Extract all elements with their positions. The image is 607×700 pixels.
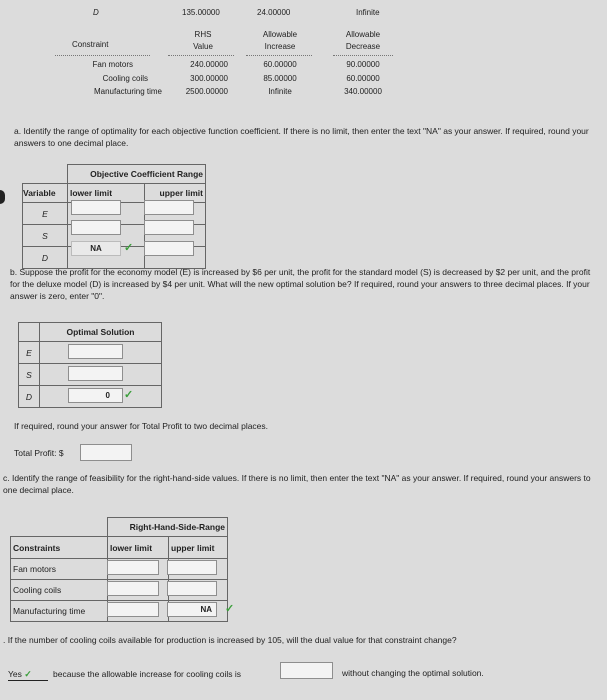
total-profit-round-note: If required, round your answer for Total Profit to two decimal places. xyxy=(14,421,269,431)
allowable-increase: 85.00000 xyxy=(263,74,297,83)
dropdown-value: Yes xyxy=(8,669,22,679)
variable-label: E xyxy=(23,203,68,225)
constraint-name: Manufacturing time xyxy=(93,87,162,96)
upper-limit-header: upper limit xyxy=(145,184,206,203)
total-profit-input[interactable] xyxy=(80,444,132,461)
constraint-label: Manufacturing time xyxy=(11,601,108,622)
lower-limit-header: lower limit xyxy=(108,537,169,559)
variable-label: E xyxy=(19,342,40,364)
top-row-label: D xyxy=(93,8,99,17)
rhs-value: 240.00000 xyxy=(190,60,228,69)
suffix-text: without changing the optimal solution. xyxy=(342,668,484,678)
rhs-value: 2500.00000 xyxy=(185,87,228,96)
part-d-question: . If the number of cooling coils available for production is increased by 105, will the dual value for that constraint change? xyxy=(3,635,457,645)
fan-motors-lower-input[interactable] xyxy=(107,560,159,575)
allowable-increase: Infinite xyxy=(268,87,292,96)
constraint-label: Cooling coils xyxy=(11,580,108,601)
constraint-header: Constraint xyxy=(72,40,109,49)
part-b-question: b. Suppose the profit for the economy model (E) is increased by $6 per unit, the profit for the standard model (S) is decreased by $2 per unit, and the profit for the deluxe model (D) is increased by $4 per unit. What will the new optimal solution be? If required, round your answers to three decimal places. If your answer is zero, enter "0". xyxy=(10,267,591,301)
increase-header-2: Increase xyxy=(264,42,296,51)
top-row-value-2: 24.00000 xyxy=(257,8,291,17)
S-solution-input[interactable] xyxy=(68,366,123,381)
E-solution-input[interactable] xyxy=(68,344,123,359)
variable-label: D xyxy=(23,247,68,269)
divider xyxy=(55,55,150,56)
rhs-header-2: Value xyxy=(193,42,213,51)
increase-header-1: Allowable xyxy=(262,30,298,39)
because-text: because the allowable increase for cooling coils is xyxy=(53,669,242,679)
decrease-header-2: Decrease xyxy=(345,42,381,51)
objective-range-title: Objective Coefficient Range xyxy=(68,165,206,184)
manufacturing-time-lower-input[interactable] xyxy=(107,602,159,617)
total-profit-label: Total Profit: $ xyxy=(14,448,64,458)
upper-limit-header: upper limit xyxy=(169,537,228,559)
S-upper-input[interactable] xyxy=(144,220,194,235)
variable-label: S xyxy=(19,364,40,386)
D-lower-input[interactable]: NA xyxy=(71,241,121,256)
D-solution-input[interactable]: 0 xyxy=(68,388,123,403)
E-upper-input[interactable] xyxy=(144,200,194,215)
fan-motors-upper-input[interactable] xyxy=(167,560,217,575)
part-a-question: a. Identify the range of optimality for each objective function coefficient. If there is no limit, then enter the text "NA" as your answer. If required, round your answers to one decimal place. xyxy=(14,126,589,148)
yes-no-dropdown[interactable] xyxy=(8,668,48,681)
divider xyxy=(168,55,234,56)
variable-label: D xyxy=(19,386,40,408)
constraint-label: Fan motors xyxy=(11,559,108,580)
rhs-header-1: RHS xyxy=(194,30,212,39)
side-tab[interactable] xyxy=(0,190,5,204)
D-upper-input[interactable] xyxy=(144,241,194,256)
correct-check-icon: ✓ xyxy=(124,389,134,401)
allowable-decrease: 340.00000 xyxy=(344,87,382,96)
cooling-coils-lower-input[interactable] xyxy=(107,581,159,596)
allowable-decrease: 90.00000 xyxy=(346,60,380,69)
S-lower-input[interactable] xyxy=(71,220,121,235)
cooling-coils-upper-input[interactable] xyxy=(167,581,217,596)
top-row-value-3: Infinite xyxy=(356,8,380,17)
optimal-solution-title: Optimal Solution xyxy=(40,323,162,342)
variable-label: S xyxy=(23,225,68,247)
lower-limit-header: lower limit xyxy=(68,184,145,203)
top-row-value-1: 135.00000 xyxy=(182,8,220,17)
rhs-value: 300.00000 xyxy=(190,74,228,83)
correct-check-icon: ✓ xyxy=(24,669,32,679)
divider xyxy=(333,55,393,56)
variable-header: Variable xyxy=(23,184,68,203)
correct-check-icon: ✓ xyxy=(225,603,235,615)
constraint-name: Fan motors xyxy=(92,60,133,69)
allowable-increase-input[interactable] xyxy=(280,662,333,679)
constraints-header: Constraints xyxy=(11,537,108,559)
constraint-name: Cooling coils xyxy=(102,74,148,83)
divider xyxy=(246,55,312,56)
allowable-decrease: 60.00000 xyxy=(346,74,380,83)
E-lower-input[interactable] xyxy=(71,200,121,215)
part-c-question: c. Identify the range of feasibility for the right-hand-side values. If there is no limit, then enter the text "NA" as your answer. If required, round your answers to one decimal place. xyxy=(3,473,591,495)
decrease-header-1: Allowable xyxy=(345,30,381,39)
correct-check-icon: ✓ xyxy=(124,242,134,254)
manufacturing-time-upper-input[interactable]: NA xyxy=(167,602,217,617)
rhs-range-title: Right-Hand-Side-Range xyxy=(108,518,228,537)
allowable-increase: 60.00000 xyxy=(263,60,297,69)
